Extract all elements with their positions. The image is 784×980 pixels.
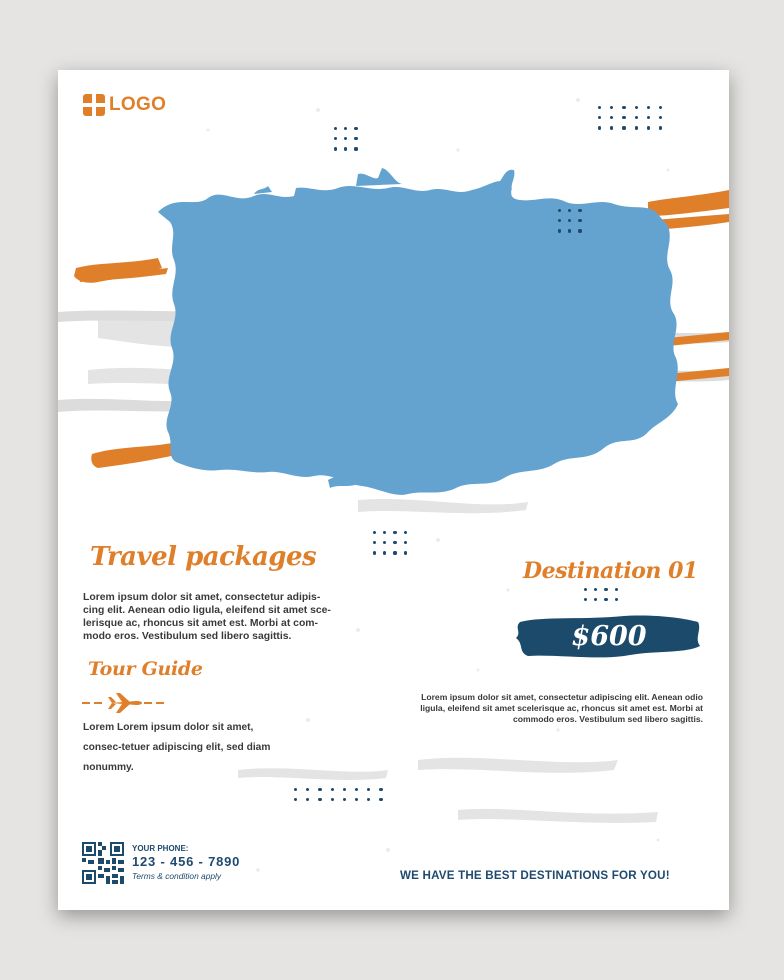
- tagline: WE HAVE THE BEST DESTINATIONS FOR YOU!: [400, 869, 670, 882]
- dot-grid-top-right: [598, 106, 662, 130]
- destination-heading: Destination 01: [523, 558, 698, 584]
- terms-note: Terms & condition apply: [132, 871, 222, 881]
- dot-grid-hero: [558, 209, 582, 233]
- dot-grid-middle: [373, 531, 407, 555]
- logo-text: LOGO: [109, 94, 167, 115]
- airplane-icon: [82, 693, 172, 713]
- travel-packages-heading: Travel packages: [90, 542, 317, 572]
- dot-grid-top-center: [334, 127, 358, 151]
- tour-guide-heading: Tour Guide: [88, 658, 203, 680]
- travel-packages-text: Lorem ipsum dolor sit amet, consectetur adipis-cing elit. Aenean odio ligula, eleifend sit amet sce-lerisque ac, rhoncus sit amet est. Morbi at com-modo eros. Vestibulum sed libero sagittis.: [83, 592, 331, 642]
- flyer: [58, 70, 729, 910]
- brand-logo: [83, 94, 166, 116]
- destination-text: Lorem ipsum dolor sit amet, consectetur adipiscing elit. Aenean odio ligula, eleifend sit amet scelerisque ac, rhoncus sit amet est. Morbi at commodo eros. Vestibulum sed libero sagittis.: [420, 692, 703, 724]
- plus-square-icon: [83, 94, 105, 116]
- price-value: $600: [571, 620, 647, 652]
- dot-grid-bottom: [294, 788, 383, 801]
- price-badge: [514, 610, 704, 662]
- qr-code-icon: [82, 842, 124, 884]
- dot-grid-price: [584, 588, 618, 601]
- phone-label: YOUR PHONE:: [132, 844, 189, 853]
- phone-number[interactable]: 123 - 456 - 7890: [132, 854, 241, 869]
- hero-brush-artwork: [58, 70, 729, 910]
- tour-guide-text: Lorem Lorem ipsum dolor sit amet, consec-tetuer adipiscing elit, sed diam nonummy.: [83, 722, 271, 773]
